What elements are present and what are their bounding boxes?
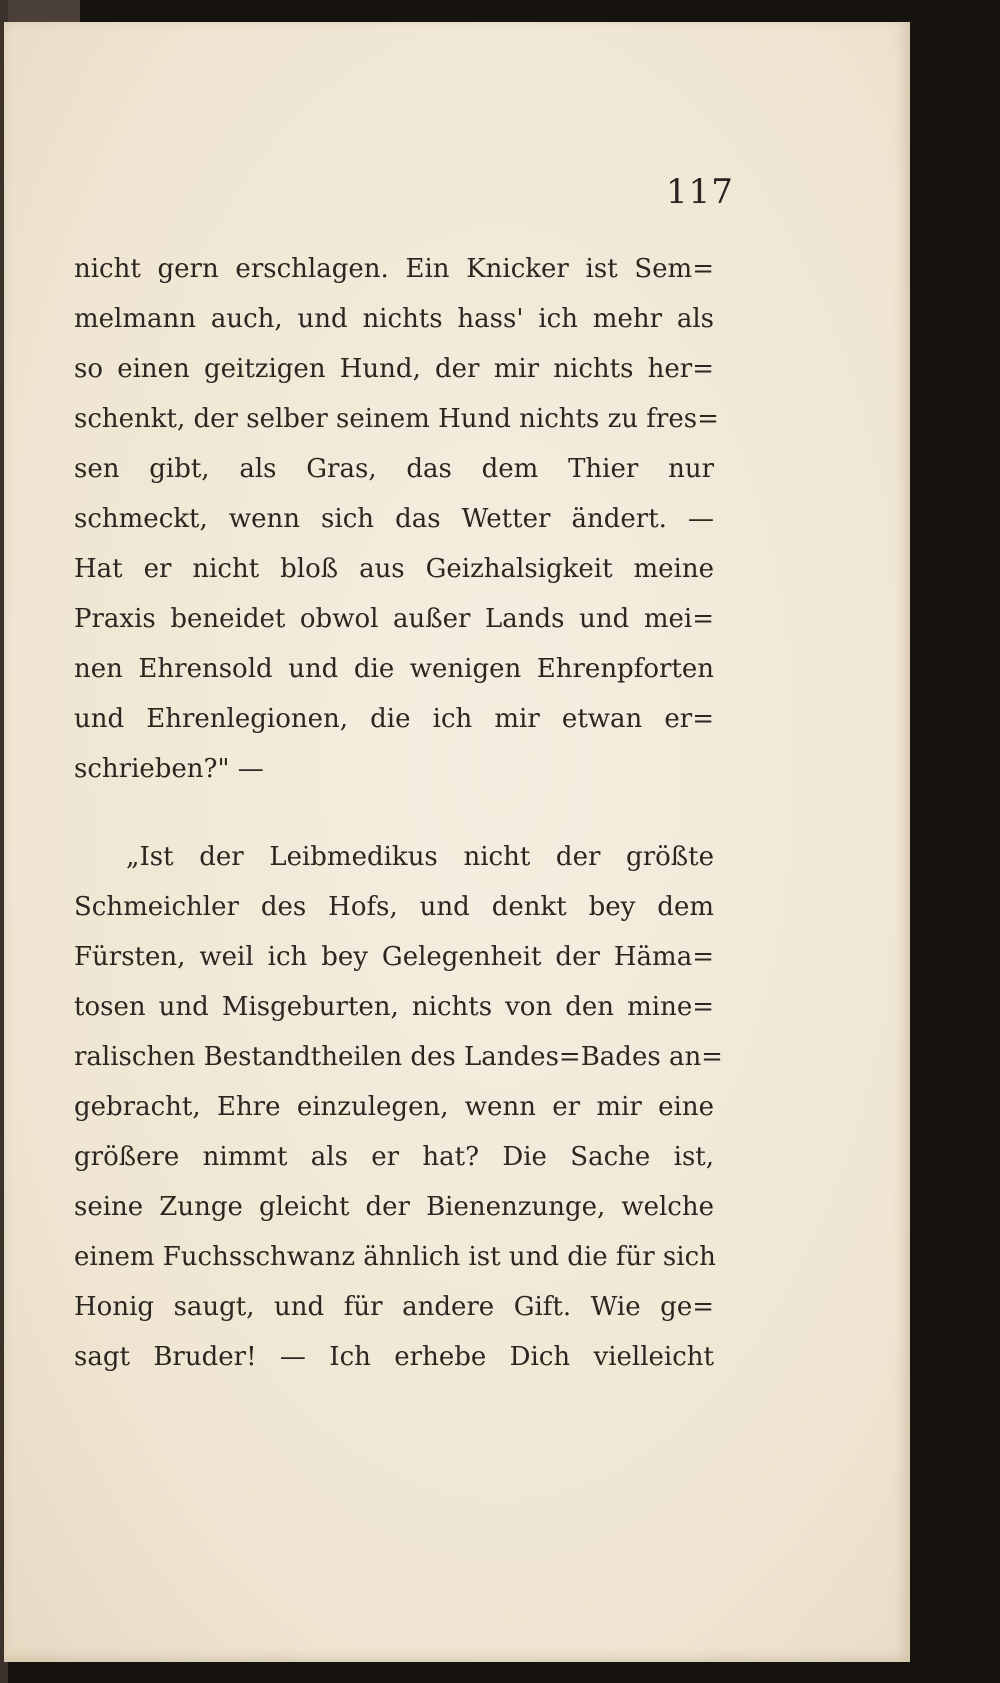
text-line: Honig saugt, und für andere Gift. Wie ge= xyxy=(74,1292,714,1322)
text-line: melmann auch, und nichts hass' ich mehr als xyxy=(74,304,714,334)
page-number: 117 xyxy=(666,172,734,212)
text-line: gebracht, Ehre einzulegen, wenn er mir eine xyxy=(74,1092,714,1122)
paragraph-1 xyxy=(74,244,719,794)
text-line: seine Zunge gleicht der Bienenzunge, welche xyxy=(74,1192,714,1222)
paragraph-2 xyxy=(74,832,723,1382)
text-line: sagt Bruder! — Ich erhebe Dich vielleicht xyxy=(74,1342,714,1372)
text-line: einem Fuchsschwanz ähnlich ist und die für sich xyxy=(74,1242,716,1272)
text-line: so einen geitzigen Hund, der mir nichts her= xyxy=(74,354,714,384)
text-line: Schmeichler des Hofs, und denkt bey dem xyxy=(74,892,714,922)
text-line: schrieben?" — xyxy=(74,754,264,784)
text-line: Praxis beneidet obwol außer Lands und mei= xyxy=(74,604,714,634)
text-line: größere nimmt als er hat? Die Sache ist, xyxy=(74,1142,714,1172)
text-line: schmeckt, wenn sich das Wetter ändert. — xyxy=(74,504,714,534)
text-line: „Ist der Leibmedikus nicht der größte xyxy=(126,842,714,872)
text-line: ralischen Bestandtheilen des Landes=Bades an= xyxy=(74,1042,723,1072)
text-line: Fürsten, weil ich bey Gelegenheit der Häma= xyxy=(74,942,714,972)
text-line: und Ehrenlegionen, die ich mir etwan er= xyxy=(74,704,714,734)
text-line: schenkt, der selber seinem Hund nichts zu fres= xyxy=(74,404,719,434)
text-line: nicht gern erschlagen. Ein Knicker ist Sem= xyxy=(74,254,714,284)
page-sheet xyxy=(4,22,910,1662)
text-line: sen gibt, als Gras, das dem Thier nur xyxy=(74,454,714,484)
text-line: Hat er nicht bloß aus Geizhalsigkeit meine xyxy=(74,554,714,584)
book-binding-edge xyxy=(0,0,80,22)
text-line: nen Ehrensold und die wenigen Ehrenpforten xyxy=(74,654,714,684)
text-line: tosen und Misgeburten, nichts von den mine= xyxy=(74,992,714,1022)
